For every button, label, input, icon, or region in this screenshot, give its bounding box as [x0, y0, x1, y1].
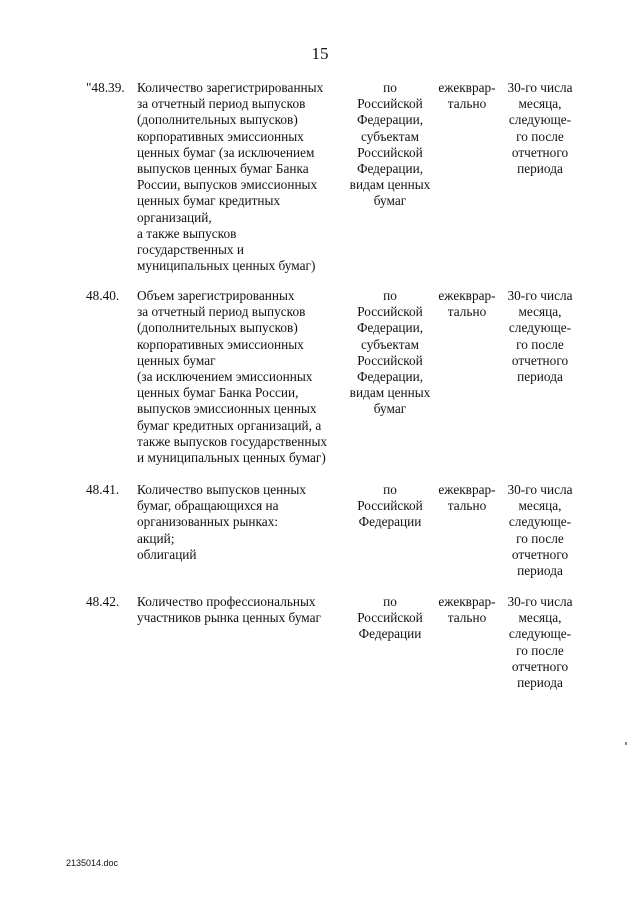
cell-line: бумаг [373, 401, 407, 417]
cell-line: го после [516, 642, 564, 658]
cell-line: 30-го числа [507, 288, 573, 303]
page-number: 15 [311, 44, 329, 63]
cell-line: за отчетный период выпусков [137, 96, 306, 112]
cell-line: го после [516, 128, 564, 144]
cell-line: Российской [357, 304, 423, 320]
cell-line: го после [516, 336, 564, 352]
cell-line: государственных и [137, 242, 245, 258]
cell-line: по [383, 80, 397, 95]
cell-line: месяца, [518, 610, 562, 626]
cell-line: следующе- [508, 514, 572, 530]
row-frequency [432, 288, 502, 320]
cell-line: акций; [137, 530, 175, 546]
row-number: 48.40. [86, 288, 120, 303]
row-frequency [432, 80, 502, 112]
cell-line: 30-го числа [507, 80, 573, 95]
cell-line: периода [517, 161, 563, 177]
cell-line: Российской [357, 96, 423, 112]
cell-line: ежекврар- [438, 594, 496, 609]
cell-line: а также выпусков [137, 225, 237, 241]
cell-line: тально [447, 304, 487, 320]
cell-line: облигаций [137, 546, 197, 562]
cell-line: Федерации [358, 626, 422, 642]
cell-line: (за исключением эмиссионных [137, 369, 313, 385]
cell-line: ценных бумаг (за исключением [137, 144, 315, 160]
cell-line: корпоративных эмиссионных [137, 128, 304, 144]
cell-line: ежекврар- [438, 288, 496, 303]
cell-line: Российской [357, 498, 423, 514]
row-number: "48.39. [86, 80, 125, 95]
cell-line: Федерации, [356, 161, 424, 177]
row-number: 48.42. [86, 594, 120, 609]
cell-line: ценных бумаг Банка России, [137, 385, 299, 401]
cell-line: Федерации, [356, 320, 424, 336]
cell-line: Российской [357, 352, 423, 368]
cell-line: Количество выпусков ценных [137, 482, 306, 497]
cell-line: России, выпусков эмиссионных [137, 177, 318, 193]
cell-line: организаций, [137, 209, 212, 225]
cell-line: Федерации, [356, 369, 424, 385]
cell-line: корпоративных эмиссионных [137, 336, 304, 352]
row-description [137, 288, 349, 466]
cell-line: субъектам [361, 336, 419, 352]
cell-line: по [383, 594, 397, 609]
cell-line: бумаг кредитных организаций, а [137, 417, 322, 433]
row-indicator [340, 80, 440, 210]
cell-line: месяца, [518, 304, 562, 320]
cell-line: видам ценных [349, 385, 431, 401]
cell-line: субъектам [361, 128, 419, 144]
cell-line: (дополнительных выпусков) [137, 112, 298, 128]
cell-line: 30-го числа [507, 594, 573, 609]
cell-line: (дополнительных выпусков) [137, 320, 298, 336]
cell-line: Федерации, [356, 112, 424, 128]
cell-line: также выпусков государственных [137, 433, 328, 449]
cell-line: за отчетный период выпусков [137, 304, 306, 320]
cell-line: Количество профессиональных [137, 594, 316, 609]
cell-line: следующе- [508, 626, 572, 642]
cell-line: Российской [357, 610, 423, 626]
cell-line: Количество зарегистрированных [137, 80, 324, 95]
cell-line: следующе- [508, 112, 572, 128]
cell-line: периода [517, 675, 563, 691]
cell-line: организованных рынках: [137, 514, 279, 530]
row-deadline [500, 288, 580, 385]
cell-line: периода [517, 369, 563, 385]
cell-line: ценных бумаг [137, 352, 216, 368]
cell-line: ежекврар- [438, 80, 496, 95]
cell-line: видам ценных [349, 177, 431, 193]
row-deadline [500, 80, 580, 177]
row-description [137, 594, 349, 626]
cell-line: участников рынка ценных бумаг [137, 610, 321, 626]
footer-filename: 2135014.doc [66, 858, 119, 868]
cell-line: муниципальных ценных бумаг) [137, 258, 316, 274]
scan-mark [625, 742, 627, 745]
cell-line: следующе- [508, 320, 572, 336]
cell-line: Объем зарегистрированных [137, 288, 295, 303]
cell-line: бумаг [373, 193, 407, 209]
cell-line: тально [447, 498, 487, 514]
cell-line: месяца, [518, 96, 562, 112]
cell-line: го после [516, 530, 564, 546]
cell-line: периода [517, 563, 563, 579]
row-deadline [500, 594, 580, 691]
cell-line: отчетного [511, 658, 569, 674]
row-frequency [432, 482, 502, 514]
cell-line: по [383, 482, 397, 497]
cell-line: по [383, 288, 397, 303]
row-indicator [340, 482, 440, 531]
cell-line: выпусков ценных бумаг Банка [137, 161, 309, 177]
cell-line: отчетного [511, 352, 569, 368]
row-description [137, 482, 349, 563]
row-indicator [340, 594, 440, 643]
cell-line: Российской [357, 144, 423, 160]
cell-line: тально [447, 96, 487, 112]
row-deadline [500, 482, 580, 579]
row-frequency [432, 594, 502, 626]
cell-line: отчетного [511, 546, 569, 562]
row-number: 48.41. [86, 482, 120, 497]
cell-line: выпусков эмиссионных ценных [137, 401, 317, 417]
cell-line: ценных бумаг кредитных [137, 193, 281, 209]
cell-line: 30-го числа [507, 482, 573, 497]
cell-line: Федерации [358, 514, 422, 530]
row-indicator [340, 288, 440, 418]
cell-line: бумаг, обращающихся на [137, 498, 279, 514]
cell-line: и муниципальных ценных бумаг) [137, 450, 326, 466]
cell-line: месяца, [518, 498, 562, 514]
row-description [137, 80, 349, 274]
cell-line: тально [447, 610, 487, 626]
cell-line: ежекврар- [438, 482, 496, 497]
cell-line: отчетного [511, 144, 569, 160]
